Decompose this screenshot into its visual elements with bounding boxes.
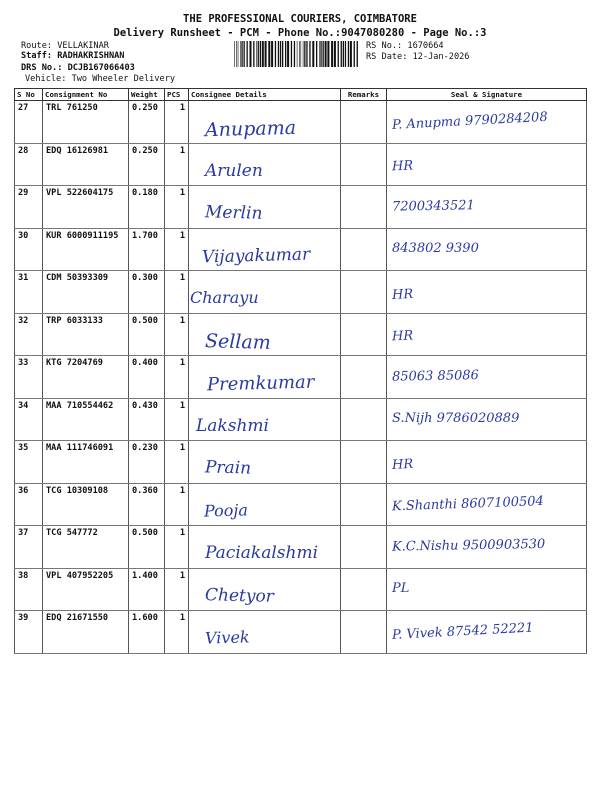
rs-date: RS Date: 12-Jan-2026 [366, 52, 470, 62]
cell-weight: 0.300 [129, 271, 165, 314]
handwritten-consignee-name: Paciakalshmi [205, 543, 319, 563]
handwritten-signature: K.Shanthi 8607100504 [391, 493, 545, 514]
handwritten-consignee-name: Charayu [190, 288, 259, 307]
cell-consignment-no: TRP 6033133 [43, 313, 129, 356]
handwritten-signature: P. Anupma 9790284208 [391, 109, 549, 133]
col-remarks: Remarks [341, 89, 387, 101]
cell-pcs: 1 [165, 356, 189, 399]
cell-pcs: 1 [165, 101, 189, 144]
cell-sno: 37 [15, 526, 43, 569]
cell-remarks [341, 441, 387, 484]
cell-remarks [341, 568, 387, 611]
table-header-row [15, 89, 587, 101]
cell-pcs: 1 [165, 441, 189, 484]
cell-weight: 0.500 [129, 313, 165, 356]
cell-pcs: 1 [165, 526, 189, 569]
cell-consignment-no: TRL 761250 [43, 101, 129, 144]
cell-pcs: 1 [165, 611, 189, 654]
handwritten-consignee-name: Merlin [204, 202, 263, 224]
route-label: Route: VELLAKINAR [21, 41, 109, 51]
drs-number: DRS No.: DCJB167066403 [21, 63, 135, 73]
cell-consignment-no: EDQ 16126981 [43, 143, 129, 186]
handwritten-consignee-name: Vivek [204, 627, 250, 648]
cell-consignment-no: KTG 7204769 [43, 356, 129, 399]
cell-sno: 30 [15, 228, 43, 271]
cell-remarks [341, 356, 387, 399]
cell-sno: 35 [15, 441, 43, 484]
cell-weight: 0.180 [129, 186, 165, 229]
cell-remarks [341, 483, 387, 526]
cell-pcs: 1 [165, 483, 189, 526]
cell-weight: 0.430 [129, 398, 165, 441]
cell-pcs: 1 [165, 568, 189, 611]
cell-remarks [341, 101, 387, 144]
cell-sno: 31 [15, 271, 43, 314]
handwritten-consignee-name: Pooja [203, 499, 249, 521]
cell-remarks [341, 271, 387, 314]
col-weight: Weight [129, 89, 165, 101]
cell-weight: 0.230 [129, 441, 165, 484]
handwritten-consignee-name: Arulen [205, 160, 263, 181]
cell-consignment-no: VPL 407952205 [43, 568, 129, 611]
cell-weight: 0.400 [129, 356, 165, 399]
cell-consignment-no: VPL 522604175 [43, 186, 129, 229]
cell-sno: 36 [15, 483, 43, 526]
cell-remarks [341, 186, 387, 229]
cell-sno: 32 [15, 313, 43, 356]
company-title: THE PROFESSIONAL COURIERS, COIMBATORE [183, 13, 417, 25]
handwritten-signature: S.Nijh 9786020889 [392, 410, 520, 426]
cell-remarks [341, 143, 387, 186]
cell-weight: 1.700 [129, 228, 165, 271]
cell-sno: 39 [15, 611, 43, 654]
cell-pcs: 1 [165, 143, 189, 186]
cell-sno: 33 [15, 356, 43, 399]
handwritten-signature: 85063 85086 [391, 368, 479, 385]
cell-remarks [341, 526, 387, 569]
cell-sno: 38 [15, 568, 43, 611]
cell-sno: 27 [15, 101, 43, 144]
col-consignee: Consignee Details [189, 89, 341, 101]
cell-consignment-no: KUR 6000911195 [43, 228, 129, 271]
handwritten-consignee-name: Premkumar [206, 371, 315, 396]
barcode-icon [234, 41, 360, 67]
cell-pcs: 1 [165, 228, 189, 271]
cell-remarks [341, 313, 387, 356]
handwritten-consignee-name: Chetyor [204, 584, 275, 607]
handwritten-consignee-name: Prain [204, 457, 252, 479]
handwritten-signature: 7200343521 [391, 198, 475, 215]
handwritten-signature: HR [391, 158, 414, 174]
cell-consignment-no: TCG 547772 [43, 526, 129, 569]
rs-number: RS No.: 1670664 [366, 41, 444, 51]
col-pcs: PCS [165, 89, 189, 101]
handwritten-signature: K.C.Nishu 9500903530 [391, 536, 546, 555]
handwritten-signature: HR [391, 286, 414, 303]
col-consignment: Consignment No [43, 89, 129, 101]
handwritten-signature: PL [392, 580, 410, 596]
handwritten-consignee-name: Lakshmi [196, 415, 269, 436]
cell-pcs: 1 [165, 313, 189, 356]
cell-weight: 1.400 [129, 568, 165, 611]
handwritten-signature: P. Vivek 87542 52221 [391, 620, 534, 643]
handwritten-consignee-name: Sellam [204, 329, 272, 354]
cell-sno: 28 [15, 143, 43, 186]
cell-weight: 1.600 [129, 611, 165, 654]
cell-weight: 0.250 [129, 101, 165, 144]
cell-remarks [341, 611, 387, 654]
cell-consignment-no: TCG 10309108 [43, 483, 129, 526]
handwritten-consignee-name: Anupama [204, 116, 297, 142]
col-seal-signature: Seal & Signature [387, 89, 587, 101]
cell-pcs: 1 [165, 271, 189, 314]
cell-weight: 0.250 [129, 143, 165, 186]
cell-remarks [341, 398, 387, 441]
handwritten-signature: HR [391, 456, 414, 473]
cell-weight: 0.360 [129, 483, 165, 526]
cell-pcs: 1 [165, 398, 189, 441]
staff-label: Staff: RADHAKRISHNAN [21, 51, 125, 61]
cell-remarks [341, 228, 387, 271]
handwritten-signature: HR [391, 328, 414, 344]
cell-pcs: 1 [165, 186, 189, 229]
cell-consignment-no: MAA 710554462 [43, 398, 129, 441]
cell-consignment-no: MAA 111746091 [43, 441, 129, 484]
cell-consignment-no: CDM 50393309 [43, 271, 129, 314]
handwritten-signature: 843802 9390 [392, 240, 479, 256]
col-sno: S No [15, 89, 43, 101]
vehicle-label: Vehicle: Two Wheeler Delivery [25, 74, 176, 84]
cell-sno: 29 [15, 186, 43, 229]
cell-weight: 0.500 [129, 526, 165, 569]
cell-sno: 34 [15, 398, 43, 441]
handwritten-consignee-name: Vijayakumar [201, 244, 311, 267]
cell-consignment-no: EDQ 21671550 [43, 611, 129, 654]
runsheet-subtitle: Delivery Runsheet - PCM - Phone No.:9047080280 - Page No.:3 [113, 27, 487, 39]
